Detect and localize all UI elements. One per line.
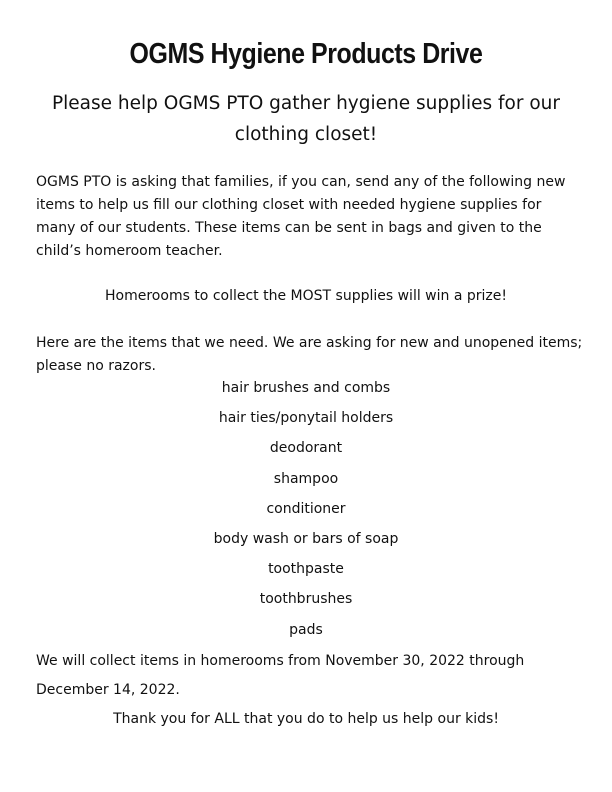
list-item: deodorant bbox=[269, 440, 343, 457]
intro-paragraph: OGMS PTO is asking that families, if you can, send any of the following new items to help us fill our clothing closet with needed hygiene supplies for many of our students. These items can be sent in bags and given to the child’s homeroom teacher. bbox=[36, 174, 566, 259]
list-item: toothpaste bbox=[268, 561, 344, 578]
list-item: shampoo bbox=[273, 470, 339, 487]
collection-dates: We will collect items in homerooms from November 30, 2022 through December 14, 2022. bbox=[36, 653, 525, 698]
list-item: body wash or bars of soap bbox=[213, 530, 399, 547]
items-intro-paragraph: Here are the items that we need. We are asking for new and unopened items; please no razors. bbox=[36, 335, 583, 374]
list-item: hair brushes and combs bbox=[221, 380, 391, 396]
list-item: conditioner bbox=[266, 500, 346, 517]
prize-announcement: Homerooms to collect the MOST supplies will win a prize! bbox=[105, 288, 507, 304]
subtitle: Please help OGMS PTO gather hygiene supplies for our clothing closet! bbox=[51, 93, 561, 145]
needed-items-list bbox=[0, 378, 612, 650]
list-item: pads bbox=[289, 621, 323, 638]
list-item: toothbrushes bbox=[259, 591, 353, 608]
thank-you-line: Thank you for ALL that you do to help us help our kids! bbox=[113, 711, 499, 727]
page-title: OGMS Hygiene Products Drive bbox=[129, 38, 483, 70]
list-item: hair ties/ponytail holders bbox=[218, 410, 394, 427]
